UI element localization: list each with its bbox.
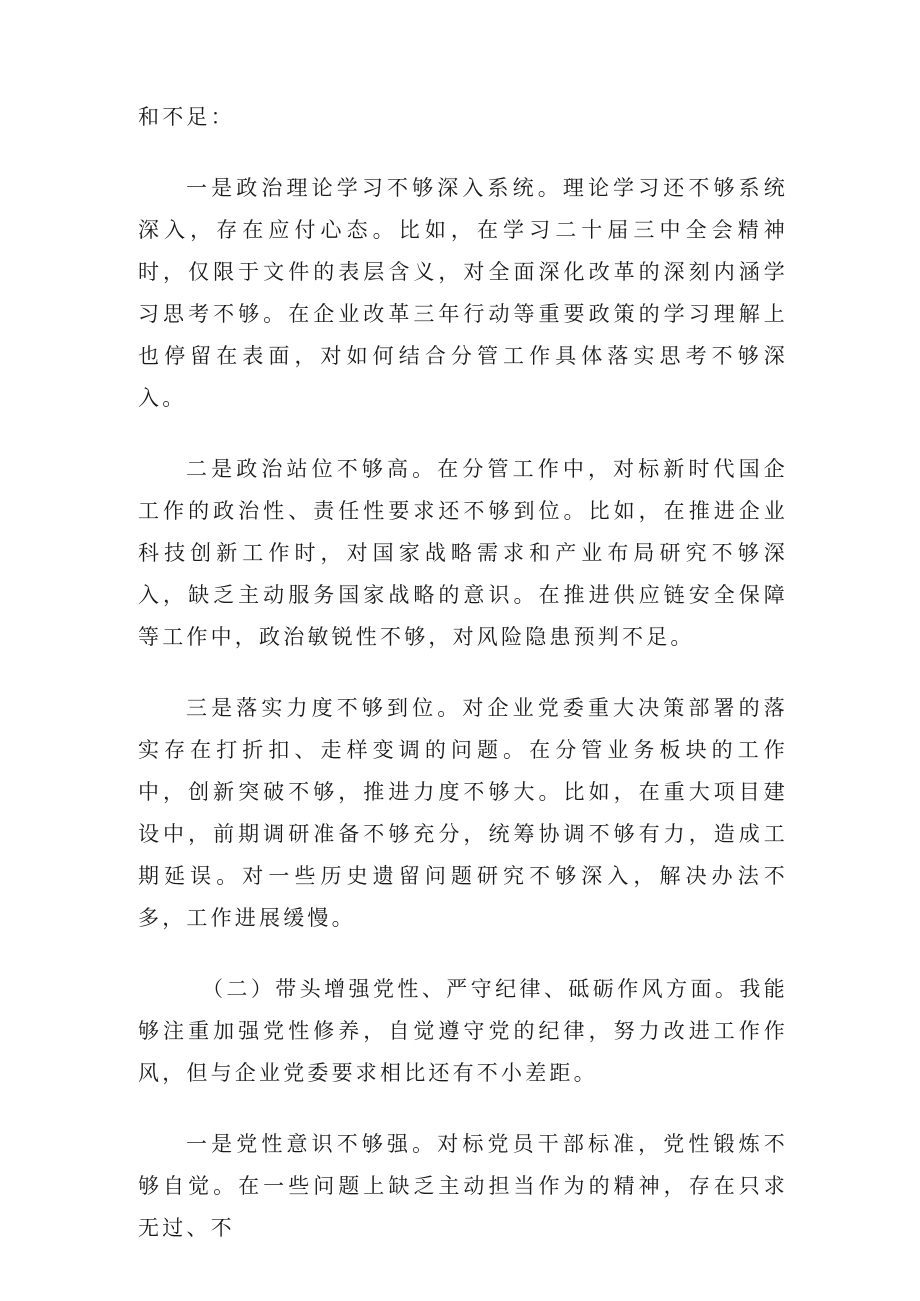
section-heading-party-discipline: （二）带头增强党性、严守纪律、砥砺作风方面。我能够注重加强党性修养，自觉遵守党的纪律，努力改进工作作风，但与企业党委要求相比还有不小差距。 bbox=[138, 977, 788, 1085]
paragraph-implementation: 三是落实力度不够到位。对企业党委重大决策部署的落实存在打折扣、走样变调的问题。在分管业务板块的工作中，创新突破不够，推进力度不够大。比如，在重大项目建设中，前期调研准备不够充分，统筹协调不够有力，造成工期延误。对一些历史遗留问题研究不够深入，解决办法不多，工作进展缓慢。 bbox=[138, 696, 788, 930]
paragraph-political-stance: 二是政治站位不够高。在分管工作中，对标新时代国企工作的政治性、责任性要求还不够到位。比如，在推进企业科技创新工作时，对国家战略需求和产业布局研究不够深入，缺乏主动服务国家战略的意识。在推进供应链安全保障等工作中，政治敏锐性不够，对风险隐患预判不足。 bbox=[138, 457, 788, 649]
paragraph-continuation: 和不足： bbox=[138, 105, 235, 129]
document-body bbox=[138, 96, 788, 1278]
paragraph-party-awareness: 一是党性意识不够强。对标党员干部标准，党性锻炼不够自觉。在一些问题上缺乏主动担当作为的精神，存在只求无过、不 bbox=[138, 1132, 788, 1240]
paragraph-theory-study: 一是政治理论学习不够深入系统。理论学习还不够系统深入，存在应付心态。比如，在学习二十届三中全会精神时，仅限于文件的表层含义，对全面深化改革的深刻内涵学习思考不够。在企业改革三年行动等重要政策的学习理解上也停留在表面，对如何结合分管工作具体落实思考不够深入。 bbox=[138, 176, 788, 410]
